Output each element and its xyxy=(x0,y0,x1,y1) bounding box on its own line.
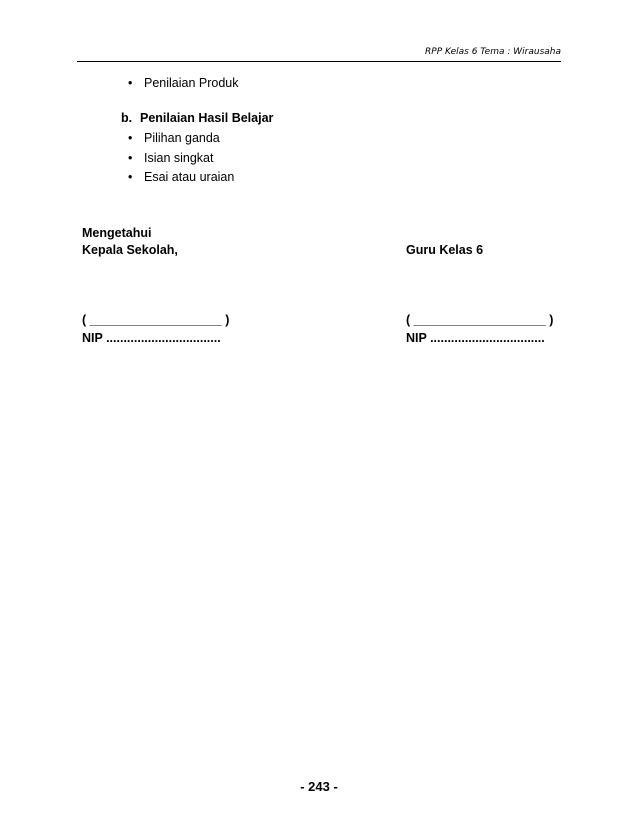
bullet-icon: • xyxy=(128,170,133,184)
bullet-icon: • xyxy=(128,151,133,165)
list-item xyxy=(128,76,239,90)
signature-left-name-line: ( ___________________ ) xyxy=(82,313,230,327)
page-number: - 243 - xyxy=(300,779,338,794)
signature-left-line1: Mengetahui xyxy=(82,226,152,240)
list-item-text: Esai atau uraian xyxy=(144,170,235,184)
header-title: RPP Kelas 6 Tema : Wirausaha xyxy=(425,47,561,57)
list-item xyxy=(128,170,234,184)
list-item-text: Isian singkat xyxy=(144,151,214,165)
signature-right-nip: NIP ................................. xyxy=(406,331,545,345)
bullet-icon: • xyxy=(128,76,133,90)
signature-left-title: Kepala Sekolah, xyxy=(82,243,178,257)
section-b-marker: b. xyxy=(121,111,133,125)
list-item-text: Penilaian Produk xyxy=(144,76,239,90)
list-item xyxy=(128,131,220,145)
signature-right-name-line: ( ___________________ ) xyxy=(406,313,554,327)
list-item xyxy=(128,151,213,165)
section-b-title: Penilaian Hasil Belajar xyxy=(140,111,274,125)
header-divider xyxy=(77,61,561,62)
signature-right-title: Guru Kelas 6 xyxy=(406,243,484,257)
bullet-icon: • xyxy=(128,131,133,145)
list-item-text: Pilihan ganda xyxy=(144,131,220,145)
signature-left-nip: NIP ................................. xyxy=(82,331,221,345)
section-b-heading xyxy=(121,111,273,125)
